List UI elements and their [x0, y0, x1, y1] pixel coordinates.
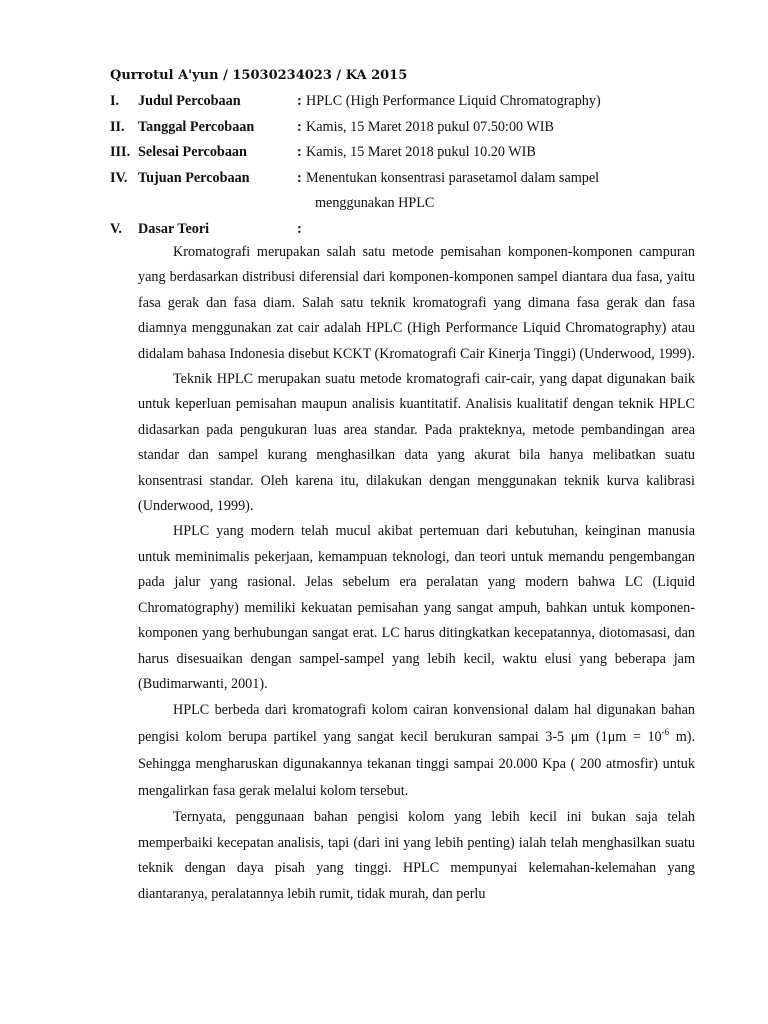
section-value: HPLC (High Performance Liquid Chromatography): [306, 93, 601, 109]
section-label: Judul Percobaan: [138, 93, 241, 109]
section-number: III.: [110, 144, 131, 160]
paragraph-text: m). Sehingga mengharuskan digunakannya tekanan tinggi sampai 20.000 Kpa ( 200 atmosfir) untuk mengalirkan fasa gerak melalui kolom tersebut.: [138, 729, 695, 800]
section-value: Menentukan konsentrasi parasetamol dalam sampel: [306, 170, 600, 186]
paragraph: Teknik HPLC merupakan suatu metode kromatografi cair-cair, yang dapat digunakan baik untuk keperluan pemisahan maupun analisis kuantitatif. Analisis kualitatif dengan teknik HPLC didasarkan pada pengukuran luas area standar. Pada prakteknya, metode pembandingan area standar dan sampel kurang menghasilkan data yang akurat bila hanya melibatkan suatu konsentrasi standar. Oleh karena itu, dilakukan dengan menggunakan teknik kurva kalibrasi (Underwood, 1999).: [138, 371, 695, 515]
section-label: Tujuan Percobaan: [138, 170, 250, 186]
paragraph: Ternyata, penggunaan bahan pengisi kolom yang lebih kecil ini bukan saja telah memperbaiki kecepatan analisis, tapi (dari ini yang lebih penting) ialah telah menghasilkan suatu teknik dengan daya pisah yang tinggi. HPLC mempunyai kelemahan-kelemahan yang diantaranya, peralatannya lebih rumit, tidak murah, dan perlu: [138, 809, 695, 902]
superscript: -6: [661, 727, 670, 738]
section-number: IV.: [110, 170, 128, 186]
theory-body: [138, 240, 695, 907]
section-colon: :: [297, 93, 302, 109]
section-colon: :: [297, 170, 302, 186]
paragraph: Kromatografi merupakan salah satu metode pemisahan komponen-komponen campuran yang berdasarkan distribusi diferensial dari komponen-komponen sampel diantara dua fasa, yaitu fasa gerak dan fasa diam. Salah satu teknik kromatografi yang dimana fasa gerak dan fasa diamnya menggunakan zat cair adalah HPLC (High Performance Liquid Chromatography) atau didalam bahasa Indonesia disebut KCKT (Kromatografi Cair Kinerja Tinggi) (Underwood, 1999).: [138, 244, 695, 362]
paragraph: HPLC yang modern telah mucul akibat pertemuan dari kebutuhan, keinginan manusia untuk meminimalis pekerjaan, kemampuan teknologi, dan teori untuk memandu pengembangan pada jalur yang rasional. Jelas sebelum era peralatan yang modern bahwa LC (Liquid Chromatography) memiliki kekuatan pemisahan yang sangat ampuh, bahkan untuk komponen-komponen yang berhubungan sangat erat. LC harus ditingkatkan kecepatannya, diotomasasi, dan harus disesuaikan dengan sampel-sampel yang lebih kecil, waktu elusi yang beberapa jam (Budimarwanti, 2001).: [138, 523, 695, 692]
paragraph: [138, 697, 695, 805]
section-colon: :: [297, 119, 302, 135]
section-value-line2: menggunakan HPLC: [315, 195, 435, 211]
section-number: V.: [110, 221, 122, 237]
section-colon: :: [297, 144, 302, 160]
section-number: I.: [110, 93, 120, 109]
paragraph-text: HPLC berbeda dari kromatografi kolom cairan konvensional dalam hal digunakan bahan pengisi kolom berupa partikel yang sangat kecil berukuran sampai 3-5 μm (1μm = 10: [138, 702, 695, 746]
section-label: Dasar Teori: [138, 221, 210, 237]
section-value: Kamis, 15 Maret 2018 pukul 10.20 WIB: [306, 144, 536, 160]
section-value: Kamis, 15 Maret 2018 pukul 07.50:00 WIB: [306, 119, 554, 135]
section-number: II.: [110, 119, 125, 135]
section-colon: :: [297, 221, 302, 237]
author-line: Qurrotul A'yun / 15030234023 / KA 2015: [110, 68, 408, 83]
section-label: Selesai Percobaan: [138, 144, 247, 160]
section-label: Tanggal Percobaan: [138, 119, 255, 135]
